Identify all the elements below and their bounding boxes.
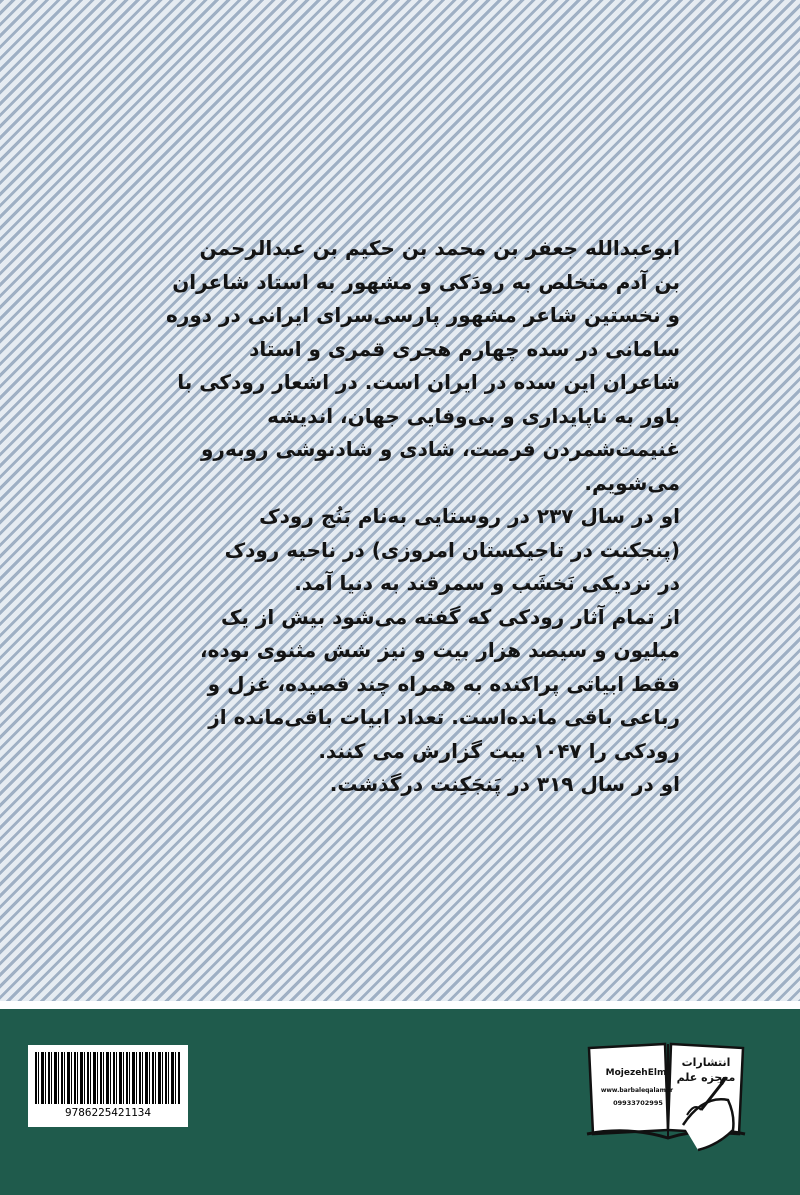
barcode-bars bbox=[35, 1052, 181, 1104]
text-line: می‌شویم. bbox=[584, 470, 680, 495]
text-line: سامانی در سده چهارم هجری قمری و استاد bbox=[249, 336, 680, 361]
text-line: ابوعبدالله جعفر بن محمد بن حکیم بن عبدالرحمن bbox=[199, 236, 680, 260]
publisher-label-fa: انتشارات bbox=[681, 1056, 731, 1069]
open-book-icon bbox=[583, 1030, 753, 1160]
publisher-name-latin: MojezehElm bbox=[605, 1068, 667, 1078]
text-line: میلیون و سیصد هزار بیت و نیز شش مثنوی بوده، bbox=[200, 638, 680, 662]
text-line: او در سال ۲۳۷ در روستایی به‌نام بَنُج رودک bbox=[259, 504, 680, 528]
isbn-barcode bbox=[28, 1045, 188, 1127]
publisher-phone: 09933702995 bbox=[613, 1099, 663, 1107]
isbn-number: 9786225421134 bbox=[64, 1106, 152, 1119]
text-line: بن آدم متخلص به رودَکی و مشهور به استاد شاعران bbox=[172, 269, 680, 294]
text-line: (پنجکنت در تاجیکستان امروزی) در ناحیه رودک bbox=[224, 537, 680, 562]
publisher-logo bbox=[583, 1030, 753, 1160]
text-line: از تمام آثار رودکی که گفته می‌شود بیش از یک bbox=[220, 604, 680, 629]
publisher-website: www.barbaleqalam.ir bbox=[600, 1087, 674, 1094]
text-line: غنیمت‌شمردن فرصت، شادی و شادنوشی روبه‌رو bbox=[201, 437, 680, 461]
text-line: در نزدیکی نَخشَب و سمرقند به دنیا آمد. bbox=[294, 571, 680, 595]
text-line: رودکی را ۱۰۴۷ بیت گزارش می کنند. bbox=[318, 738, 680, 763]
text-line: رباعی باقی مانده‌است. تعداد ابیات باقی‌مانده از bbox=[208, 705, 680, 729]
text-line: فقط ابیاتی پراکنده به همراه چند قصیده، غزل و bbox=[207, 671, 680, 696]
text-line: باور به ناپایداری و بی‌وفایی جهان، اندیشه bbox=[267, 403, 680, 428]
text-line: شاعران این سده در ایران است. در اشعار رودکی با bbox=[177, 370, 680, 394]
divider bbox=[0, 1001, 800, 1009]
text-line: و نخستین شاعر مشهور پارسی‌سرای ایرانی در دوره bbox=[166, 303, 680, 327]
text-line: او در سال ۳۱۹ در پَنجَکِنت درگذشت. bbox=[329, 772, 680, 796]
back-cover-text bbox=[150, 232, 680, 802]
publisher-name-fa: معجزه علم bbox=[676, 1071, 736, 1084]
